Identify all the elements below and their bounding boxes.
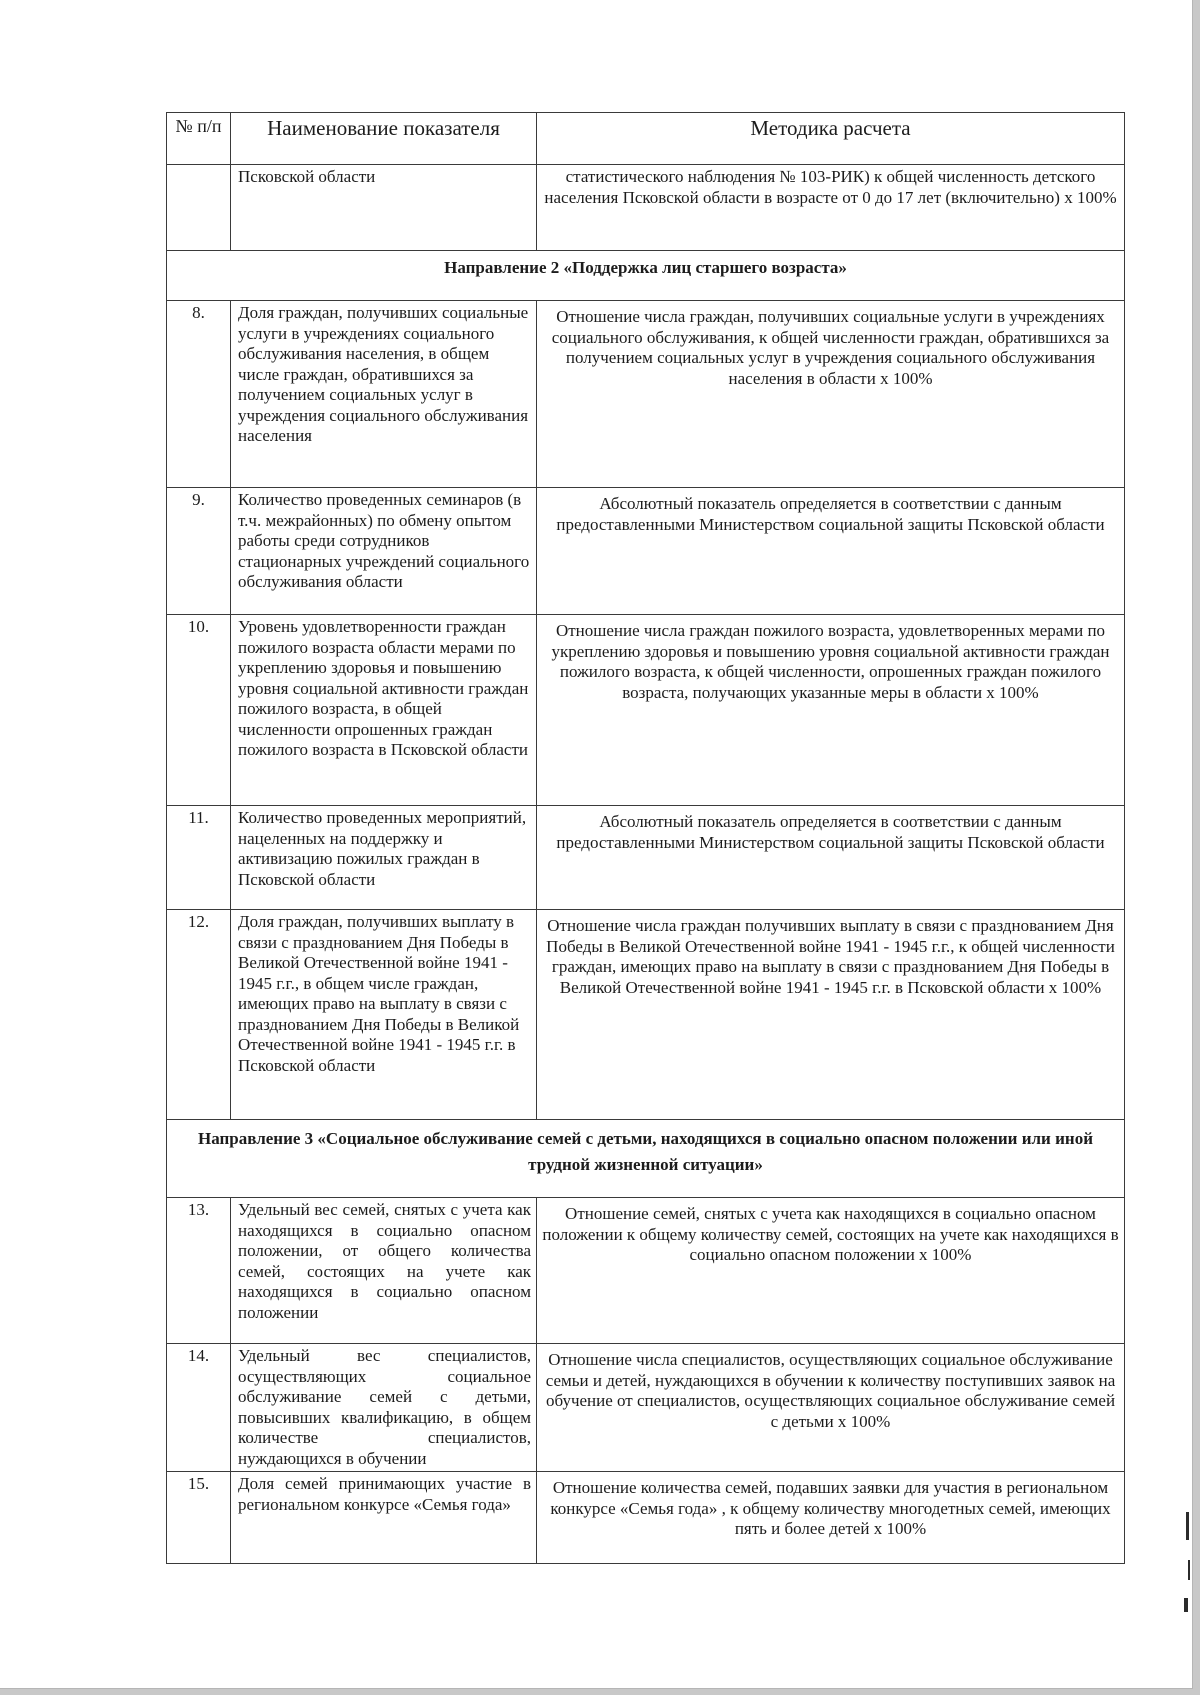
table-row xyxy=(167,301,1125,488)
row-method: Отношение количества семей, подавших заявки для участия в региональном конкурсе «Семья года» , к общему количеству многодетных семей, имеющих пять и более детей х 100% xyxy=(537,1472,1125,1564)
row-method: Абсолютный показатель определяется в соответствии с данным предоставленными Министерством социальной защиты Псковской области xyxy=(537,806,1125,910)
row-method: статистического наблюдения № 103-РИК) к общей численность детского населения Псковской области в возрасте от 0 до 17 лет (включительно) х 100% xyxy=(537,165,1125,251)
table-row xyxy=(167,1198,1125,1344)
row-num: 15. xyxy=(167,1472,231,1564)
row-name: Удельный вес семей, снятых с учета как находящихся в социально опасном положении, от общего количества семей, состоящих на учете как находящихся в социально опасном положении xyxy=(231,1198,537,1344)
row-name: Псковской области xyxy=(231,165,537,251)
row-name: Количество проведенных мероприятий, нацеленных на поддержку и активизацию пожилых граждан в Псковской области xyxy=(231,806,537,910)
row-name: Удельный вес специалистов, осуществляющих социальное обслуживание семей с детьми, повысивших квалификацию, в общем количестве специалистов, нуждающихся в обучении xyxy=(231,1344,537,1472)
header-method: Методика расчета xyxy=(537,113,1125,165)
row-method: Отношение числа граждан получивших выплату в связи с празднованием Дня Победы в Великой Отечественной войне 1941 - 1945 г.г., к общей численности граждан, имеющих право на выплату в связи с празднованием Дня Победы в Великой Отечественной войне 1941 - 1945 г.г. в Псковской области х 100% xyxy=(537,910,1125,1120)
row-name: Доля семей принимающих участие в региональном конкурсе «Семья года» xyxy=(231,1472,537,1564)
row-name: Доля граждан, получивших социальные услуги в учреждениях социального обслуживания населения, в общем числе граждан, обратившихся за получением социальных услуг в учреждения социального обслуживания населения xyxy=(231,301,537,488)
row-method: Отношение числа специалистов, осуществляющих социальное обслуживание семьи и детей, нуждающихся в обучении к количеству поступивших заявок на обучение от специалистов, осуществляющих социальное обслуживание семей с детьми х 100% xyxy=(537,1344,1125,1472)
table-row xyxy=(167,165,1125,251)
table-header-row xyxy=(167,113,1125,165)
section-heading: Направление 3 «Социальное обслуживание семей с детьми, находящихся в социально опасном положении или иной трудной жизненной ситуации» xyxy=(167,1120,1125,1198)
table-row xyxy=(167,1472,1125,1564)
indicators-table xyxy=(166,112,1125,1564)
header-num: № п/п xyxy=(167,113,231,165)
table-row xyxy=(167,615,1125,806)
scan-artifact xyxy=(1186,1512,1189,1540)
table-row xyxy=(167,488,1125,615)
row-name: Уровень удовлетворенности граждан пожилого возраста области мерами по укреплению здоровья и повышению уровня социальной активности граждан пожилого возраста, в общей численности опрошенных граждан пожилого возраста в Псковской области xyxy=(231,615,537,806)
row-num: 13. xyxy=(167,1198,231,1344)
section-heading: Направление 2 «Поддержка лиц старшего возраста» xyxy=(167,251,1125,301)
table-row xyxy=(167,910,1125,1120)
row-num: 14. xyxy=(167,1344,231,1472)
table-row xyxy=(167,1344,1125,1472)
row-num: 11. xyxy=(167,806,231,910)
scan-artifact xyxy=(1184,1598,1188,1612)
row-method: Абсолютный показатель определяется в соответствии с данным предоставленными Министерством социальной защиты Псковской области xyxy=(537,488,1125,615)
row-method: Отношение семей, снятых с учета как находящихся в социально опасном положении к общему количеству семей, состоящих на учете как находящихся в социально опасном положении х 100% xyxy=(537,1198,1125,1344)
row-num: 8. xyxy=(167,301,231,488)
row-method: Отношение числа граждан, получивших социальные услуги в учреждениях социального обслуживания, к общей численности граждан, обратившихся за получением социальных услуг в учреждения социального обслуживания населения в области х 100% xyxy=(537,301,1125,488)
row-name: Количество проведенных семинаров (в т.ч. межрайонных) по обмену опытом работы среди сотрудников стационарных учреждений социального обслуживания области xyxy=(231,488,537,615)
table-row xyxy=(167,806,1125,910)
row-method: Отношение числа граждан пожилого возраста, удовлетворенных мерами по укреплению здоровья и повышению уровня социальной активности граждан пожилого возраста, к общей численности, опрошенных граждан пожилого возраста, получающих указанные меры в области х 100% xyxy=(537,615,1125,806)
row-num xyxy=(167,165,231,251)
row-name: Доля граждан, получивших выплату в связи с празднованием Дня Победы в Великой Отечественной войне 1941 - 1945 г.г., в общем числе граждан, имеющих право на выплату в связи с празднованием Дня Победы в Великой Отечественной войне 1941 - 1945 г.г. в Псковской области xyxy=(231,910,537,1120)
scan-artifact xyxy=(1188,1560,1190,1580)
row-num: 12. xyxy=(167,910,231,1120)
section-row xyxy=(167,251,1125,301)
section-row xyxy=(167,1120,1125,1198)
row-num: 9. xyxy=(167,488,231,615)
row-num: 10. xyxy=(167,615,231,806)
header-name: Наименование показателя xyxy=(231,113,537,165)
